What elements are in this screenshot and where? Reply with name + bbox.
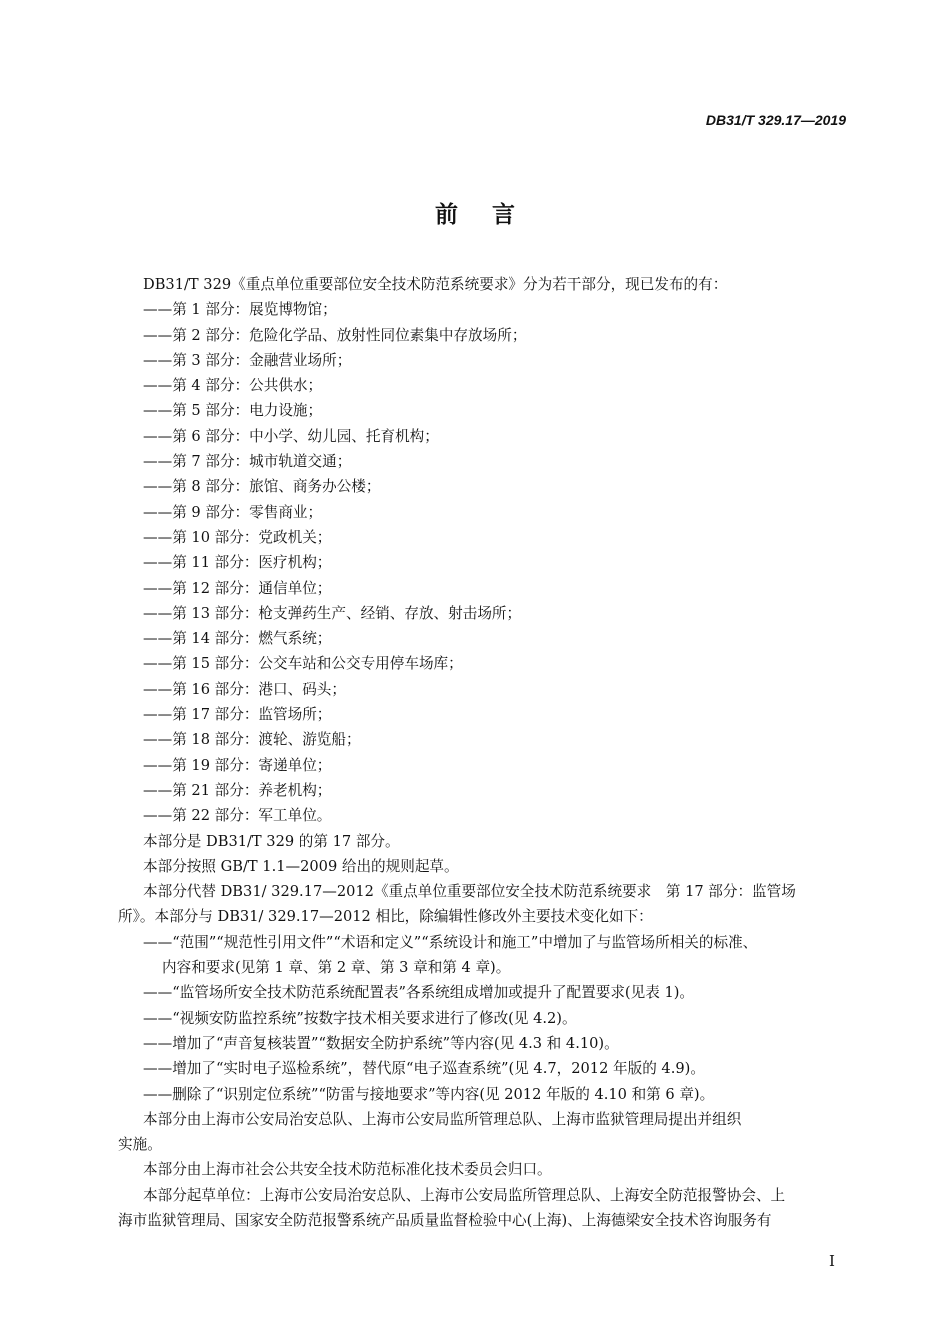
list-item-line: ——第 10 部分：党政机关；: [143, 528, 332, 546]
paragraph-line: 本部分由上海市社会公共安全技术防范标准化技术委员会归口。: [143, 1161, 552, 1179]
list-item-line: ——第 18 部分：渡轮、游览船；: [143, 731, 361, 749]
paragraph-line: 实施。: [118, 1136, 162, 1154]
list-item-line: ——第 8 部分：旅馆、商务办公楼；: [143, 478, 381, 496]
list-item-line: ——删除了“识别定位系统”“防雷与接地要求”等内容(见 2012 年版的 4.10 和第 6 章)。: [143, 1085, 715, 1103]
list-item-line: ——增加了“实时电子巡检系统”，替代原“电子巡查系统”(见 4.7，2012 年版的 4.9)。: [143, 1060, 705, 1078]
page-title: 前言: [435, 201, 549, 228]
list-item-line: ——第 5 部分：电力设施；: [143, 402, 323, 420]
list-item-line: ——第 15 部分：公交车站和公交专用停车场库；: [143, 655, 463, 673]
list-item-line: ——第 14 部分：燃气系统；: [143, 630, 332, 648]
paragraph-line: 本部分是 DB31/T 329 的第 17 部分。: [143, 832, 400, 850]
list-item-line: ——第 13 部分：枪支弹药生产、经销、存放、射击场所；: [143, 604, 522, 622]
list-item-line: ——第 3 部分：金融营业场所；: [143, 351, 352, 369]
list-item-line: ——第 12 部分：通信单位；: [143, 579, 332, 597]
list-item-line: ——第 2 部分：危险化学品、放射性同位素集中存放场所；: [143, 326, 527, 344]
list-item-line: ——第 17 部分：监管场所；: [143, 706, 332, 724]
document-body: [0, 272, 950, 1233]
list-item-line: ——第 7 部分：城市轨道交通；: [143, 453, 352, 471]
list-item-line: ——第 4 部分：公共供水；: [143, 377, 323, 395]
paragraph-line: DB31/T 329《重点单位重要部位安全技术防范系统要求》分为若干部分，现已发布的有：: [143, 276, 728, 293]
list-item-line: ——第 6 部分：中小学、幼儿园、托育机构；: [143, 427, 439, 445]
list-item-line: ——第 1 部分：展览博物馆；: [143, 301, 337, 319]
paragraph-line: 所》。本部分与 DB31/ 329.17—2012 相比，除编辑性修改外主要技术变化如下：: [118, 908, 653, 926]
standard-code: DB31/T 329.17—2019: [705, 112, 846, 128]
list-item-line: ——第 22 部分：军工单位。: [143, 807, 332, 825]
paragraph-line: 本部分由上海市公安局治安总队、上海市公安局监所管理总队、上海市监狱管理局提出并组织: [143, 1110, 742, 1128]
list-item-line: 内容和要求(见第 1 章、第 2 章、第 3 章和第 4 章)。: [162, 959, 511, 977]
list-item-line: ——第 21 部分：养老机构；: [143, 781, 332, 799]
page-number: I: [829, 1252, 835, 1270]
paragraph-line: 本部分按照 GB/T 1.1—2009 给出的规则起草。: [143, 857, 459, 875]
list-item-line: ——第 16 部分：港口、码头；: [143, 680, 346, 698]
list-item-line: ——“监管场所安全技术防范系统配置表”各系统组成增加或提升了配置要求(见表 1)。: [143, 984, 695, 1002]
paragraph-line: 本部分起草单位：上海市公安局治安总队、上海市公安局监所管理总队、上海安全防范报警协会、上: [143, 1186, 786, 1204]
list-item-line: ——“视频安防监控系统”按数字技术相关要求进行了修改(见 4.2)。: [143, 1009, 577, 1027]
list-item-line: ——第 11 部分：医疗机构；: [143, 554, 332, 572]
list-item-line: ——第 9 部分：零售商业；: [143, 503, 323, 521]
paragraph-line: 海市监狱管理局、国家安全防范报警系统产品质量监督检验中心(上海)、上海德梁安全技术咨询服务有: [118, 1211, 772, 1229]
list-item-line: ——第 19 部分：寄递单位；: [143, 756, 332, 774]
list-item-line: ——“范围”“规范性引用文件”“术语和定义”“系统设计和施工”中增加了与监管场所相关的标准、: [143, 933, 758, 951]
paragraph-line: 本部分代替 DB31/ 329.17—2012《重点单位重要部位安全技术防范系统要求 第 17 部分：监管场: [143, 883, 796, 901]
list-item-line: ——增加了“声音复核装置”“数据安全防护系统”等内容(见 4.3 和 4.10)。: [143, 1034, 619, 1052]
